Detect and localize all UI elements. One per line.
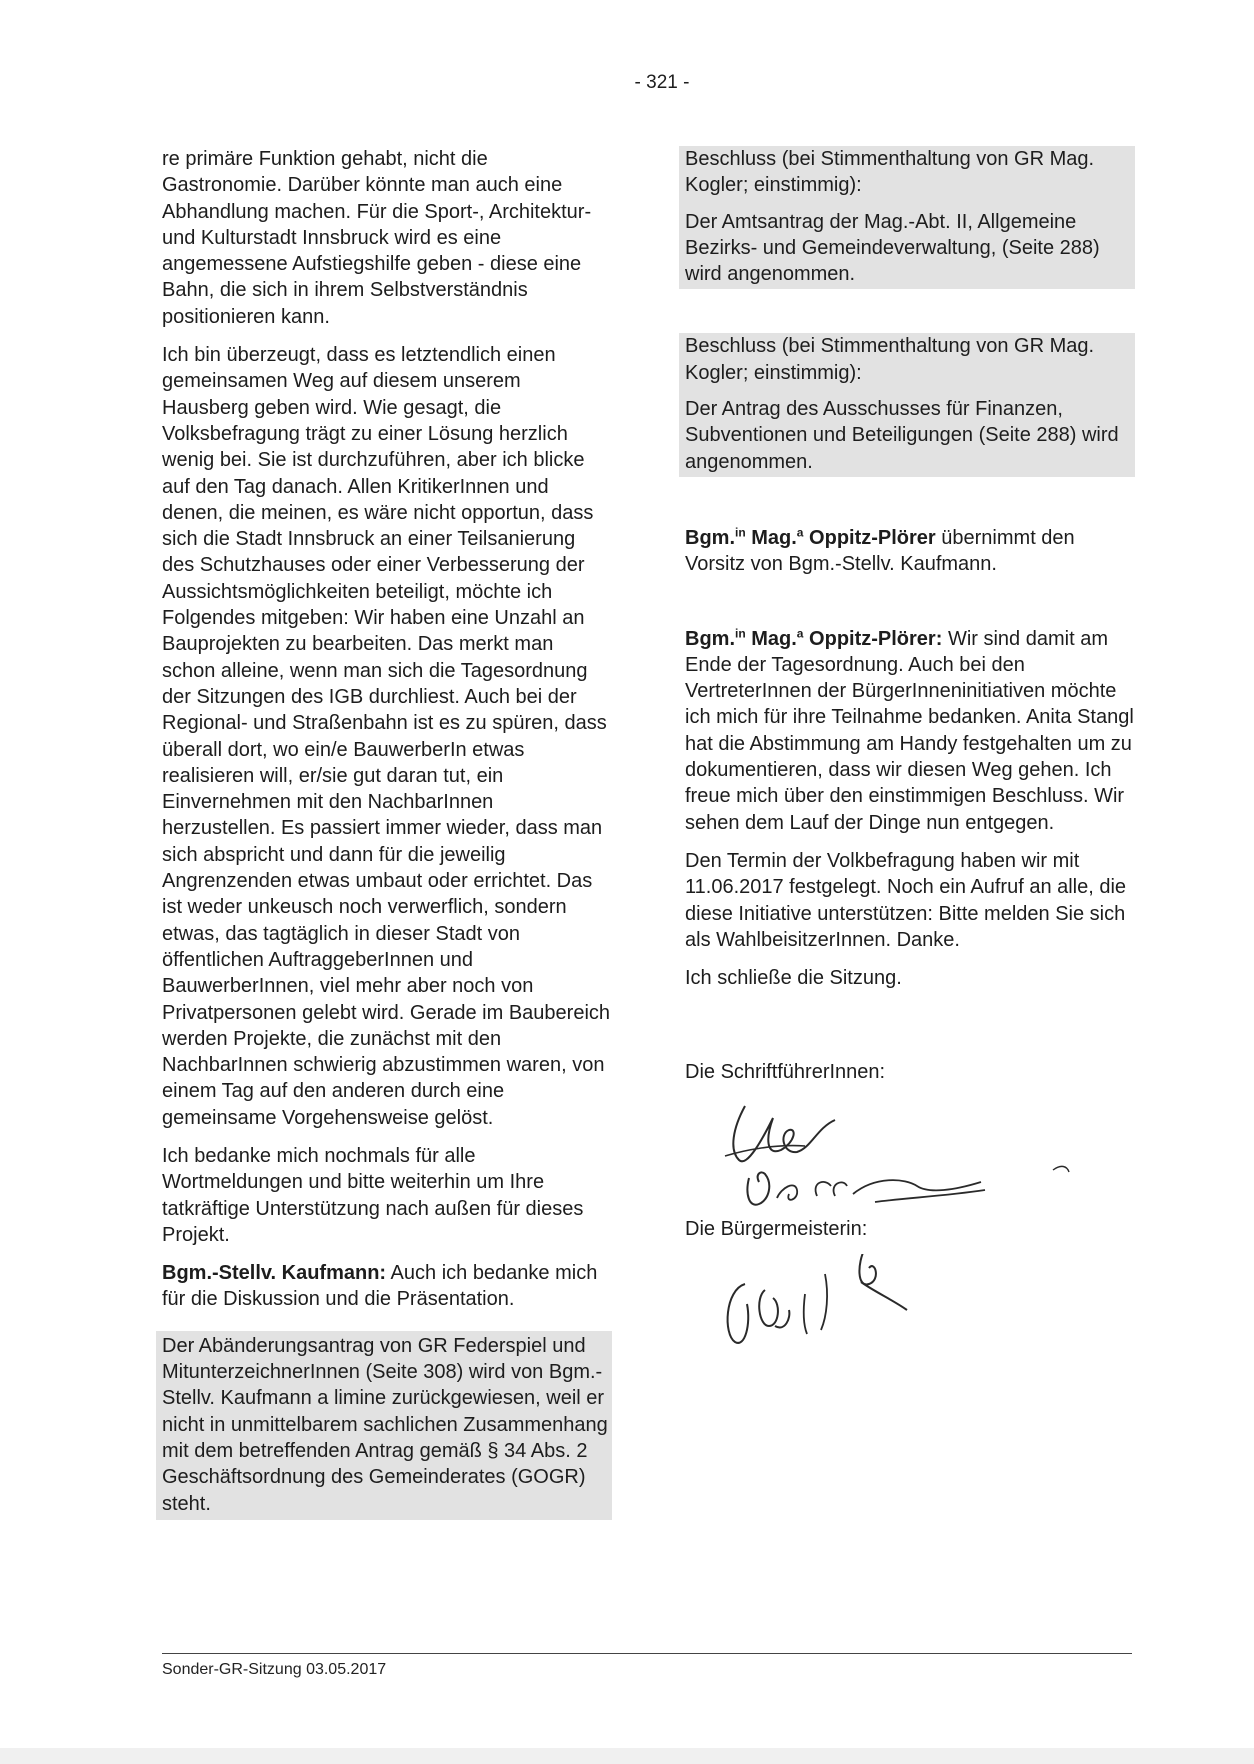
amendment-text: Der Abänderungsantrag von GR Federspiel und MitunterzeichnerInnen (Seite 308) wird von Bgm.-Stellv. Kaufmann a limine zurückgewiesen, weil er nicht in unmittelbarem sachlichen Zusammenhang mit dem betreffenden Antrag gemäß § 34 Abs. 2 Geschäftsordnung des Gemeinderates (GOGR) steht. <box>162 1334 608 1515</box>
speaker-name: Bgm.$^{in}$ Mag.$^a$ Oppitz-Plörer <box>685 525 936 549</box>
statement-text: übernimmt den Vorsitz von Bgm.-Stellv. Kaufmann. <box>685 526 1075 576</box>
resolution-heading: Beschluss (bei Stimmenthaltung von GR Mag. Kogler; einstimmig): <box>685 335 1095 384</box>
kaufmann-statement <box>162 1260 612 1313</box>
page-number: - 321 - <box>634 72 690 93</box>
handwritten-signature <box>685 1254 1145 1359</box>
amendment-block <box>156 1331 612 1520</box>
secretaries-label: Die SchriftführerInnen: <box>685 1061 886 1084</box>
mayor-signature <box>685 1254 1135 1359</box>
paragraph: Den Termin der Volkbefragung haben wir mit 11.06.2017 festgelegt. Noch ein Aufruf an alle, die diese Initiative unterstützen: Bitte melden Sie sich als WahlbeisitzerInnen. Danke. <box>685 849 1127 951</box>
resolution-block-2 <box>679 333 1135 476</box>
resolution-block-1 <box>679 146 1135 289</box>
paragraph: Ich schließe die Sitzung. <box>685 967 902 990</box>
paragraph: re primäre Funktion gehabt, nicht die Gastronomie. Darüber könnte man auch eine Abhandlung machen. Für die Sport-, Architektur- und Kulturstadt Innsbruck wird es eine angemessene Aufstiegshilfe geben - diese eine Bahn, die sich in ihrem Selbstverständnis positionieren kann. <box>162 148 592 328</box>
chair-takeover <box>685 525 1135 578</box>
closing-statement <box>685 626 1135 836</box>
statement-text: Wir sind damit am Ende der Tagesordnung. Auch bei den VertreterInnen der BürgerInneninitiativen möchte ich mich für ihre Teilnahme bedanken. Anita Stangl hat die Abstimmung am Handy festgehalten um zu dokumentieren, dass wir diesen Weg gehen. Ich freue mich über den einstimmigen Beschluss. Wir sehen dem Lauf der Dinge nun entgegen. <box>685 627 1134 834</box>
resolution-text: Der Amtsantrag der Mag.-Abt. II, Allgemeine Bezirks- und Gemeindeverwaltung, (Seite 288) wird angenommen. <box>685 210 1100 286</box>
left-column <box>162 146 612 1520</box>
handwritten-signature <box>685 1098 1145 1216</box>
footer-text: Sonder-GR-Sitzung 03.05.2017 <box>162 1661 387 1678</box>
secretaries-signatures <box>685 1098 1135 1216</box>
paragraph: Ich bedanke mich nochmals für alle Wortmeldungen und bitte weiterhin um Ihre tatkräftige Unterstützung nach außen für dieses Projekt. <box>162 1144 584 1246</box>
resolution-heading: Beschluss (bei Stimmenthaltung von GR Mag. Kogler; einstimmig): <box>685 148 1095 197</box>
speaker-name: Bgm.$^{in}$ Mag.$^a$ Oppitz-Plörer: <box>685 625 943 650</box>
footer-rule <box>162 1653 1132 1654</box>
right-column <box>685 146 1135 1359</box>
speaker-name: Bgm.-Stellv. Kaufmann: <box>162 1262 387 1285</box>
statement-text: Auch ich bedanke mich für die Diskussion und die Präsentation. <box>162 1262 598 1311</box>
mayor-label: Die Bürgermeisterin: <box>685 1217 868 1240</box>
scan-edge <box>0 1748 1254 1764</box>
resolution-text: Der Antrag des Ausschusses für Finanzen, Subventionen und Beteiligungen (Seite 288) wird angenommen. <box>685 398 1119 473</box>
paragraph: Ich bin überzeugt, dass es letztendlich einen gemeinsamen Weg auf diesem unserem Hausberg geben wird. Wie gesagt, die Volksbefragung trägt zu einer Lösung herzlich wenig bei. Sie ist durchzuführen, aber ich blicke auf den Tag danach. Allen KritikerInnen und denen, die meinen, es wäre nicht opportun, dass sich die Stadt Innsbruck an einer Teilsanierung des Schutzhauses oder einer Verbesserung der Aussichtsmöglichkeiten beteiligt, möchte ich Folgendes mitgeben: Wir haben eine Unzahl an Bauprojekten zu bearbeiten. Das merkt man schon alleine, wenn man sich die Tagesordnung der Sitzungen des IGB durchliest. Auch bei der Regional- und Straßenbahn ist es zu spüren, dass überall dort, wo ein/e BauwerberIn etwas realisieren will, er/sie gut daran tut, ein Einvernehmen mit den NachbarInnen herzustellen. Es passiert immer wieder, dass man sich abspricht und dann für die jeweilig Angrenzenden etwas umbaut oder errichtet. Das ist weder unkeusch noch verwerflich, sondern etwas, das tagtäglich in dieser Stadt von öffentlichen AuftraggeberInnen und BauwerberInnen, viel mehr aber noch von Privatpersonen gelebt wird. Gerade im Baubereich werden Projekte, die zunächst mit den NachbarInnen schwierig abzustimmen waren, von einem Tag auf den anderen durch eine gemeinsame Vorgehensweise gelöst. <box>162 344 611 1129</box>
